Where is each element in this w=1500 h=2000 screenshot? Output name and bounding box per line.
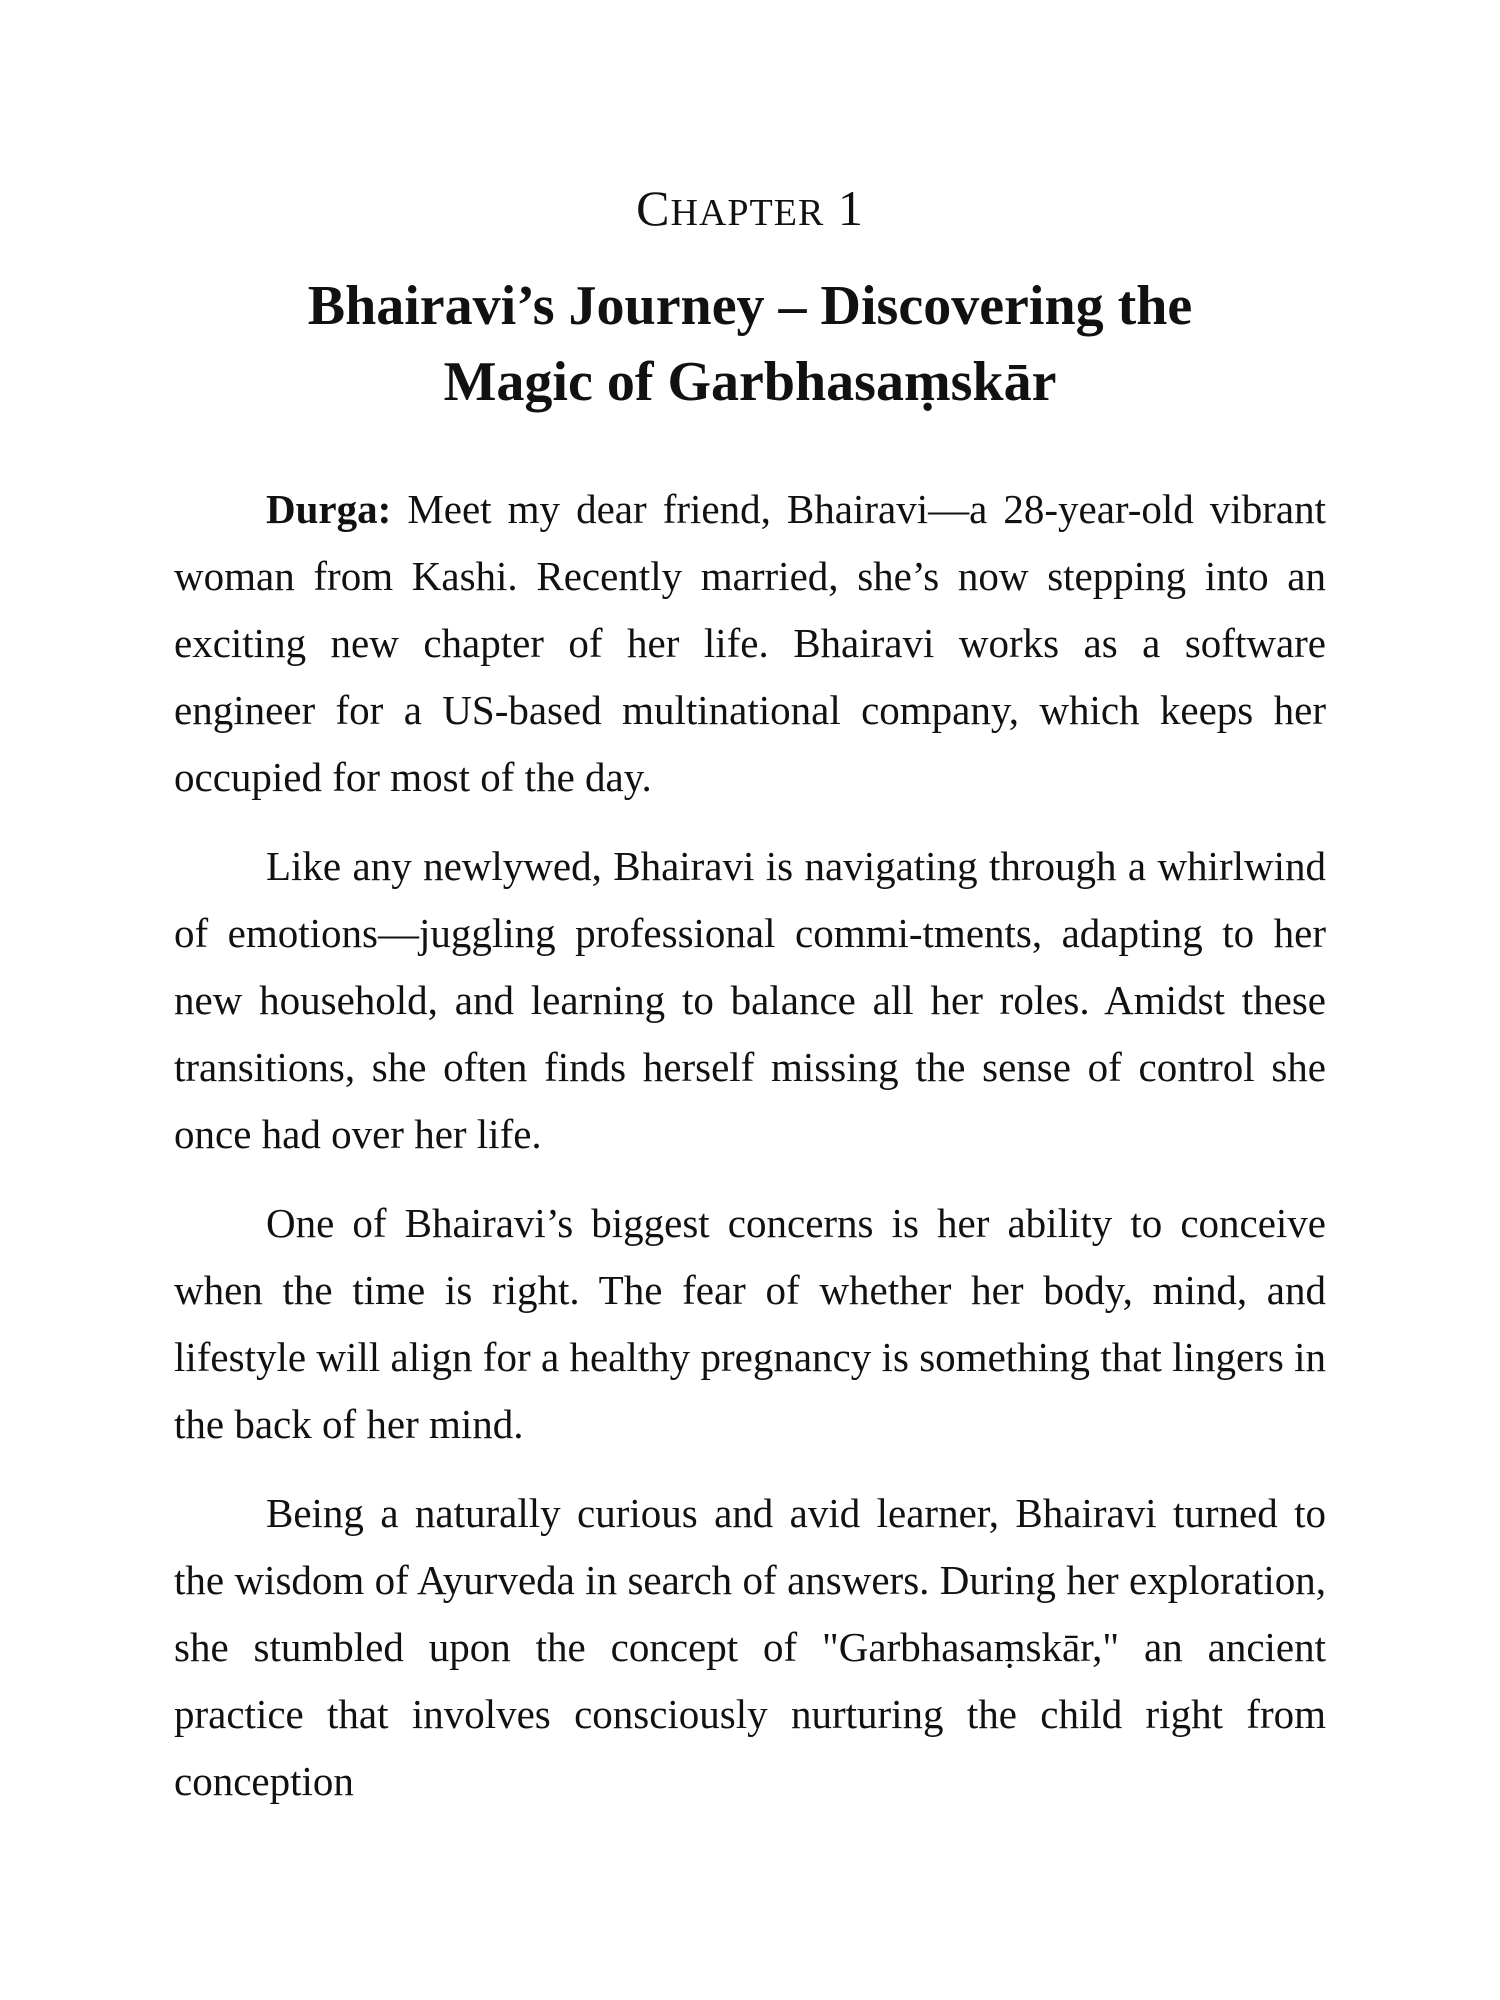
paragraph-3: One of Bhairavi’s biggest concerns is her ability to conceive when the time is right. The fear of whether her body, mind, and lifestyle will align for a healthy pregnancy is something that lingers in the back of her mind. — [174, 1200, 1326, 1447]
chapter-label-initial: C — [636, 180, 671, 236]
chapter-title-line-1: Bhairavi’s Journey – Discovering the — [307, 275, 1193, 337]
chapter-title — [150, 268, 1350, 420]
paragraph-4: Being a naturally curious and avid learner, Bhairavi turned to the wisdom of Ayurveda in search of answers. During her exploration, she stumbled upon the concept of "Garbhasaṃskār," an ancient practice that involves consciously nurturing the child right from conception — [174, 1490, 1326, 1804]
body-text — [174, 476, 1326, 1837]
chapter-label-rest: HAPTER — [670, 192, 825, 234]
speaker-label: Durga: — [266, 486, 392, 532]
chapter-title-line-2: Magic of Garbhasaṃskār — [443, 351, 1057, 413]
paragraph-2: Like any newlywed, Bhairavi is navigating through a whirlwind of emotions—juggling professional commi-tments, adapting to her new household, and learning to balance all her roles. Amidst these transitions, she often finds herself missing the sense of control she once had over her life. — [174, 843, 1326, 1157]
paragraph-1-text: Meet my dear friend, Bhairavi—a 28-year-old vibrant woman from Kashi. Recently married, she’s now stepping into an exciting new chapter of her life. Bhairavi works as a software engineer for a US-based multinational company, which keeps her occupied for most of the day. — [174, 486, 1326, 800]
chapter-label — [0, 178, 1500, 243]
paragraph-1 — [174, 476, 1326, 811]
chapter-number: 1 — [837, 180, 864, 236]
